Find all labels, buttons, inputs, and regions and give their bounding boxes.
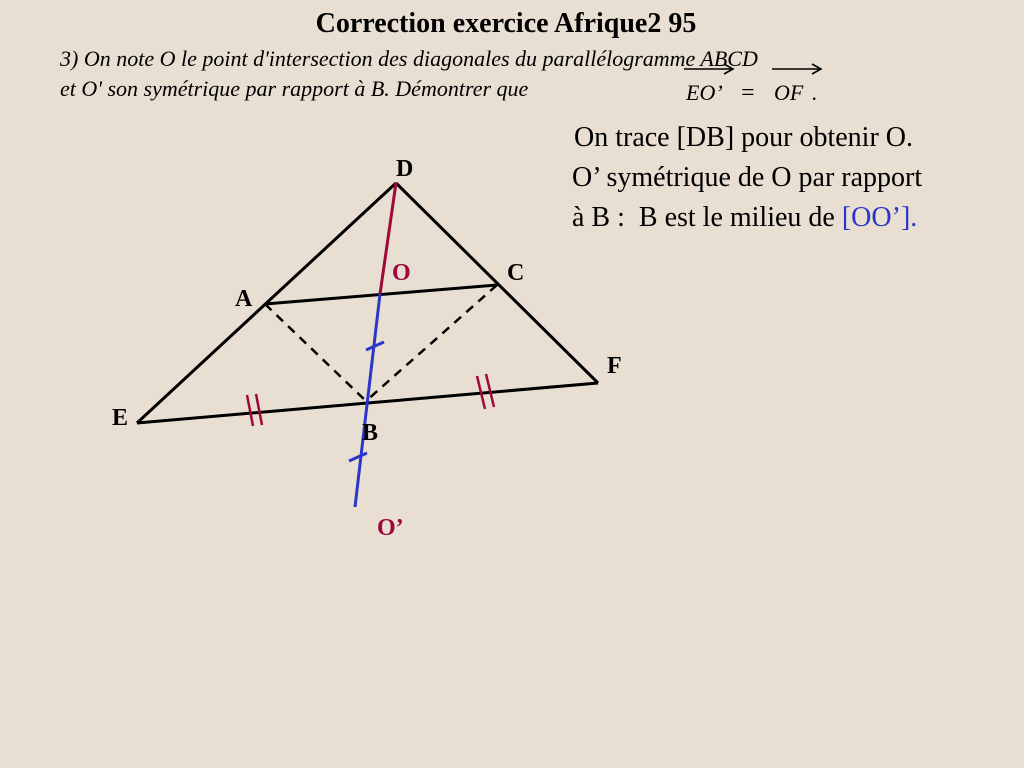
segment-oo-prime <box>355 294 380 507</box>
statement-line-1: 3) On note O le point d'intersection des diagonales du parallélogramme ABCD <box>60 46 758 71</box>
segment-ab-dashed <box>265 304 366 401</box>
explanation-line-2: O’ symétrique de O par rapport <box>572 162 923 193</box>
vector-of: OF <box>774 80 804 105</box>
tick-bf-2-icon <box>486 374 494 407</box>
equals-sign: = <box>741 80 755 106</box>
vector-eo-prime: EO’ <box>686 80 723 105</box>
explanation-line-3-prefix: à B : <box>572 202 625 233</box>
label-o: O <box>392 260 411 286</box>
tick-bo-prime-icon <box>349 453 367 461</box>
tick-eb-1-icon <box>247 395 253 426</box>
explanation-line-3-text: B est le milieu de <box>638 202 842 233</box>
tick-eb-2-icon <box>256 394 262 425</box>
segment-df <box>396 183 598 383</box>
label-a: A <box>235 286 253 312</box>
label-d: D <box>396 156 414 182</box>
statement-line-2: et O' son symétrique par rapport à B. Démontrer que <box>60 76 529 101</box>
explanation-line-3-highlight: [OO’]. <box>841 202 918 233</box>
explanation-line-1: On trace [DB] pour obtenir O. <box>574 122 914 153</box>
statement-period: . <box>812 80 818 105</box>
segment-cb-dashed <box>366 285 497 401</box>
label-b: B <box>362 420 379 446</box>
slide-title: Correction exercice Afrique2 95 <box>315 8 697 39</box>
label-o-prime: O’ <box>377 515 404 541</box>
label-f: F <box>607 353 622 379</box>
label-e: E <box>112 405 129 431</box>
label-c: C <box>507 260 525 286</box>
